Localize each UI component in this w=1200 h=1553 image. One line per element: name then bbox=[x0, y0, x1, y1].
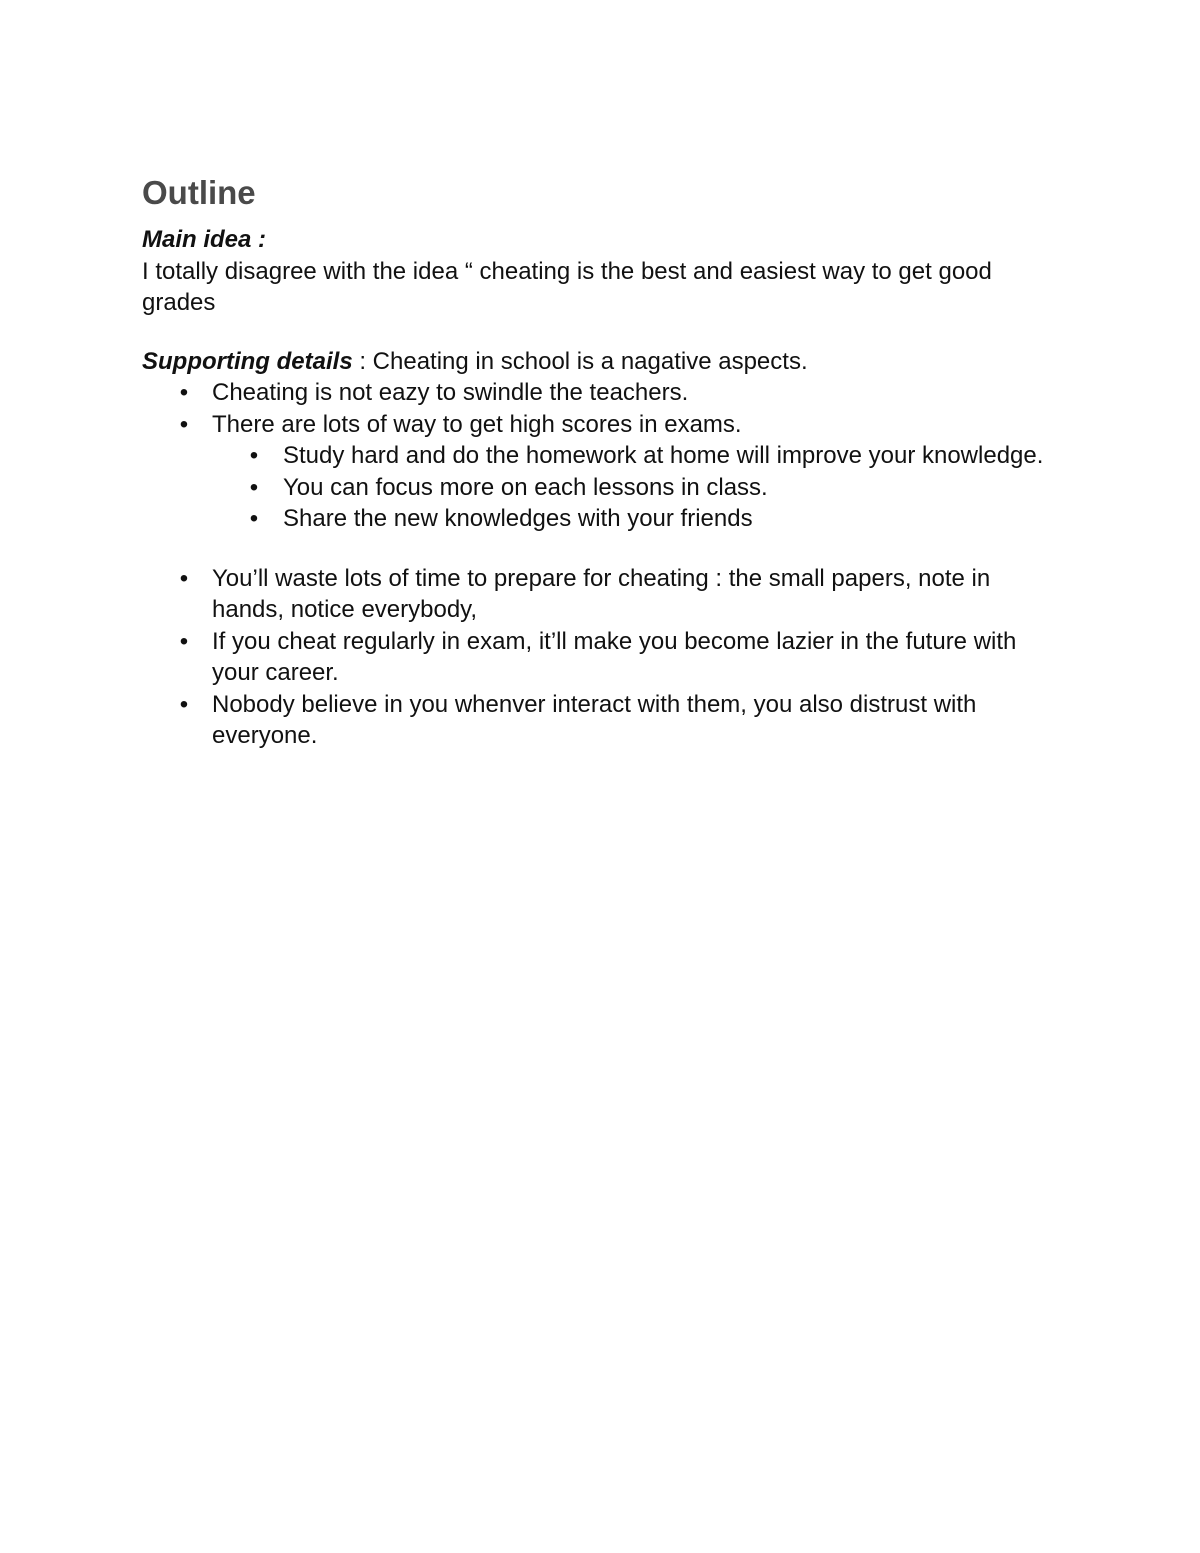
list-item-text: You’ll waste lots of time to prepare for cheating : the small papers, note in hands, notice everybody, bbox=[212, 564, 991, 623]
supporting-details-line bbox=[142, 346, 1062, 378]
list-item-text: If you cheat regularly in exam, it’ll make you become lazier in the future with your career. bbox=[212, 627, 1017, 686]
supporting-list-continued bbox=[142, 563, 1062, 752]
sub-list-item bbox=[212, 472, 1062, 504]
list-item bbox=[142, 409, 1062, 535]
bullet-icon: • bbox=[179, 379, 189, 406]
list-item-text: Cheating is not eazy to swindle the teachers. bbox=[212, 379, 689, 406]
list-item-text: There are lots of way to get high scores in exams. bbox=[212, 410, 742, 438]
sub-list-item-text: Study hard and do the homework at home will improve your knowledge. bbox=[283, 442, 1044, 469]
bullet-icon: • bbox=[179, 410, 189, 438]
sub-list-item bbox=[212, 503, 1062, 535]
bullet-icon: • bbox=[249, 505, 259, 532]
list-item bbox=[142, 689, 1062, 752]
sub-list bbox=[212, 440, 1062, 535]
page-title: Outline bbox=[142, 174, 256, 211]
supporting-list bbox=[142, 377, 1062, 535]
list-item bbox=[142, 563, 1062, 626]
sub-list-item-text: You can focus more on each lessons in class. bbox=[283, 473, 768, 501]
main-idea-text: I totally disagree with the idea “ cheating is the best and easiest way to get good grades bbox=[142, 257, 992, 316]
spacer bbox=[142, 535, 1062, 563]
bullet-icon: • bbox=[179, 690, 189, 718]
supporting-details-label: Supporting details bbox=[142, 347, 353, 375]
bullet-icon: • bbox=[179, 564, 189, 592]
sub-list-item bbox=[212, 440, 1062, 472]
supporting-details-text: : Cheating in school is a nagative aspects. bbox=[352, 347, 808, 375]
sub-list-item-text: Share the new knowledges with your friends bbox=[283, 505, 753, 532]
document-page bbox=[142, 170, 1062, 752]
main-idea-label: Main idea : bbox=[142, 226, 267, 253]
list-item bbox=[142, 377, 1062, 409]
bullet-icon: • bbox=[179, 627, 189, 655]
bullet-icon: • bbox=[249, 473, 259, 501]
bullet-icon: • bbox=[249, 442, 259, 469]
list-item-text: Nobody believe in you whenver interact with them, you also distrust with everyone. bbox=[212, 690, 977, 749]
list-item bbox=[142, 626, 1062, 689]
